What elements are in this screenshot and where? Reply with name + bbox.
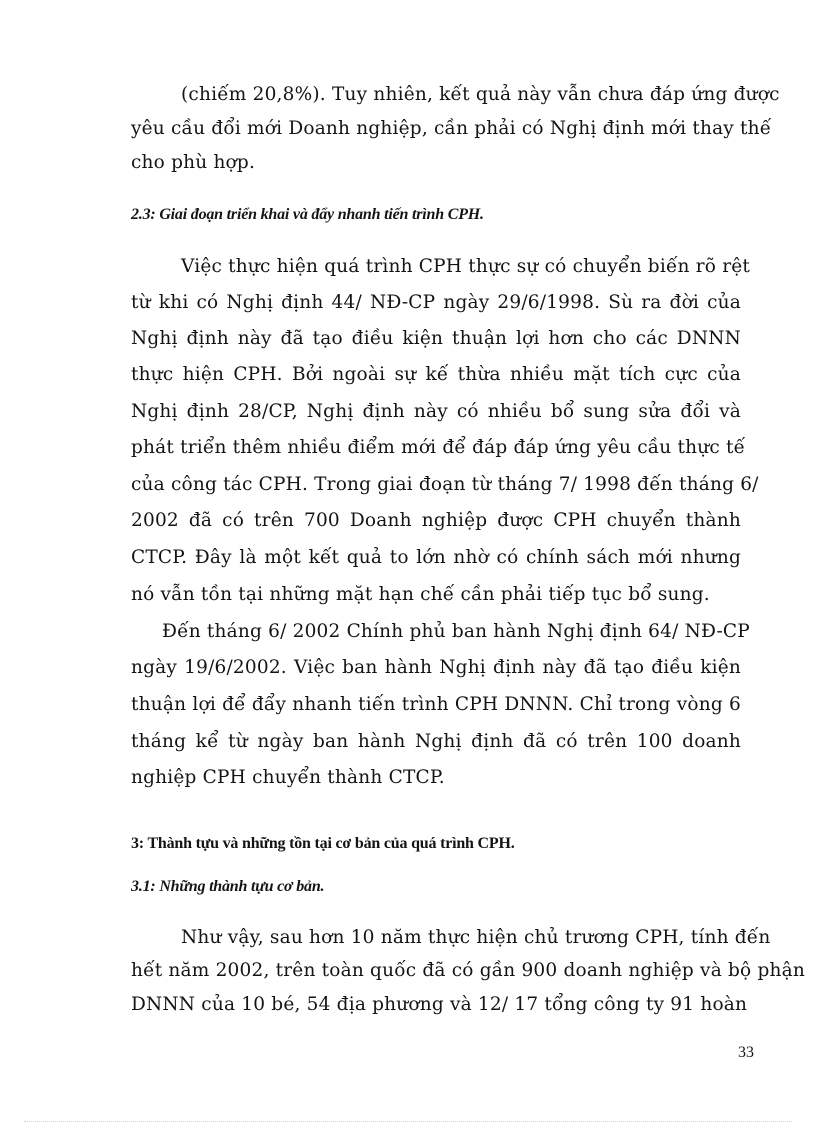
paragraph-line: (chiếm 20,8%). Tuy nhiên, kết quả này vẫn chưa đáp ứng được bbox=[181, 84, 780, 105]
paragraph-line: CTCP. Đây là một kết quả to lớn nhờ có chính sách mới nhưng bbox=[131, 547, 741, 568]
paragraph-line: DNNN của 10 bé, 54 địa phương và 12/ 17 tổng công ty 91 hoàn bbox=[131, 994, 748, 1015]
page-bottom-rule bbox=[24, 1121, 792, 1122]
paragraph-line: thuận lợi để đẩy nhanh tiến trình CPH DNNN. Chỉ trong vòng 6 bbox=[131, 694, 741, 715]
paragraph-line: hết năm 2002, trên toàn quốc đã có gần 900 doanh nghiệp và bộ phận bbox=[131, 960, 805, 981]
paragraph-line: Nghị định 28/CP, Nghị định này có nhiều bổ sung sửa đổi và bbox=[131, 401, 741, 422]
paragraph-line: cho phù hợp. bbox=[131, 152, 256, 173]
page-number: 33 bbox=[738, 1044, 754, 1061]
section-heading-3: 3: Thành tựu và những tồn tại cơ bản của quá trình CPH. bbox=[131, 835, 515, 852]
paragraph-line: nó vẫn tồn tại những mặt hạn chế cần phải tiếp tục bổ sung. bbox=[131, 584, 710, 605]
paragraph-line: Việc thực hiện quá trình CPH thực sự có chuyển biến rõ rệt bbox=[181, 256, 751, 277]
paragraph-line: từ khi có Nghị định 44/ NĐ-CP ngày 29/6/1998. Sù ra đời của bbox=[131, 292, 741, 313]
paragraph-line: tháng kể từ ngày ban hành Nghị định đã có trên 100 doanh bbox=[131, 731, 741, 752]
paragraph-line: Như vậy, sau hơn 10 năm thực hiện chủ trương CPH, tính đến bbox=[181, 927, 771, 948]
paragraph-line: phát triển thêm nhiều điểm mới để đáp đáp ứng yêu cầu thực tế bbox=[131, 437, 746, 458]
paragraph-line: thực hiện CPH. Bởi ngoài sự kế thừa nhiều mặt tích cực của bbox=[131, 364, 741, 385]
paragraph-line: của công tác CPH. Trong giai đoạn từ tháng 7/ 1998 đến tháng 6/ bbox=[131, 474, 759, 495]
paragraph-line: nghiệp CPH chuyển thành CTCP. bbox=[131, 767, 445, 788]
paragraph-line: 2002 đã có trên 700 Doanh nghiệp được CPH chuyển thành bbox=[131, 510, 741, 531]
paragraph-line: Nghị định này đã tạo điều kiện thuận lợi hơn cho các DNNN bbox=[131, 328, 741, 349]
section-heading-3-1: 3.1: Những thành tựu cơ bản. bbox=[131, 878, 325, 895]
paragraph-line: yêu cầu đổi mới Doanh nghiệp, cần phải có Nghị định mới thay thế bbox=[131, 118, 772, 139]
section-heading-2-3: 2.3: Giai đoạn triển khai và đẩy nhanh tiến trình CPH. bbox=[131, 206, 484, 223]
paragraph-line: Đến tháng 6/ 2002 Chính phủ ban hành Nghị định 64/ NĐ-CP bbox=[162, 621, 750, 642]
paragraph-line: ngày 19/6/2002. Việc ban hành Nghị định này đã tạo điều kiện bbox=[131, 657, 741, 678]
